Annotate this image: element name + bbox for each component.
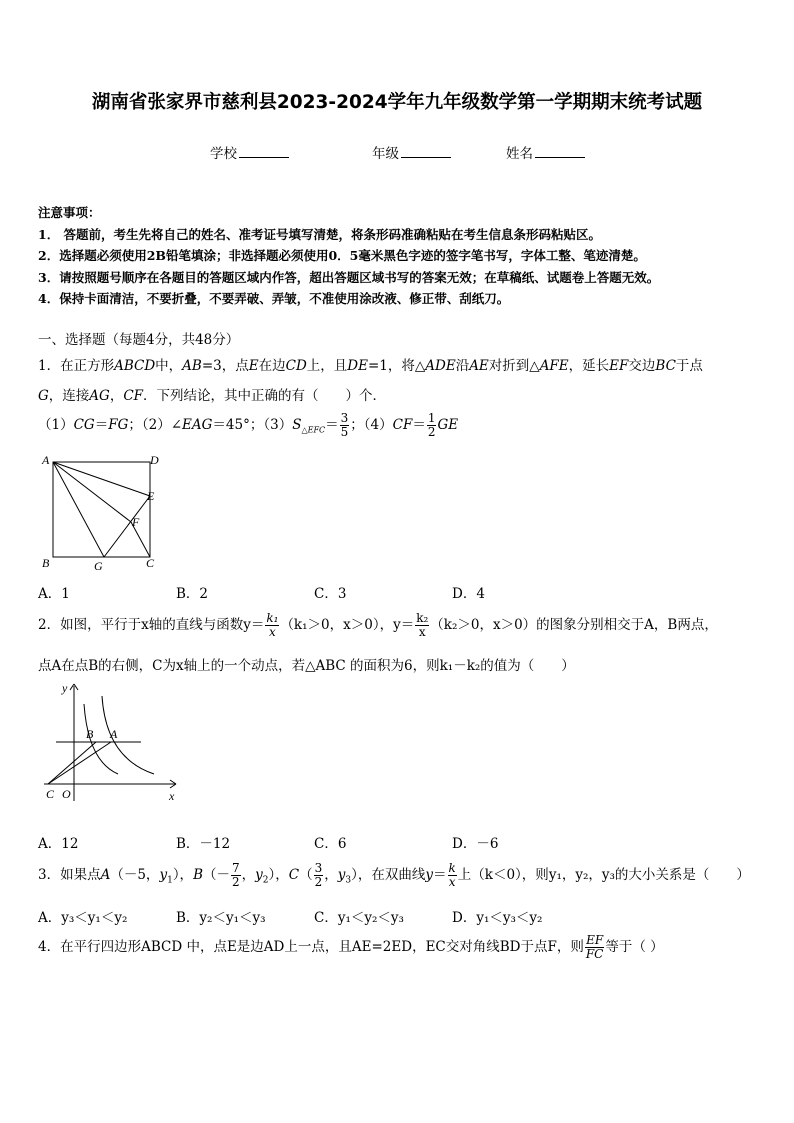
label-D: D	[150, 453, 159, 467]
fraction: $\frac{\text{k₁}}{x}$	[266, 611, 279, 639]
label-B: B	[42, 556, 50, 570]
q1-option-b[interactable]: B．2	[176, 586, 209, 602]
label-O: O	[62, 787, 71, 801]
q2-option-a[interactable]: A．12	[38, 836, 79, 852]
fraction: $\frac{1}{2}$	[427, 411, 436, 439]
q1-square-figure	[36, 450, 166, 575]
notice-heading: 注意事项：	[38, 205, 101, 220]
school-label: 学校	[210, 146, 237, 162]
q2-graph-figure	[36, 676, 186, 811]
q2-option-d[interactable]: D．－6	[452, 836, 499, 852]
label-y: y	[62, 681, 68, 695]
notice-item: 3．请按照题号顺序在各题目的答题区域内作答，超出答题区域书写的答案无效；在草稿纸、试题卷上答题无效。	[38, 269, 660, 285]
q3-text: 3．如果点A（－5，$y_1$），B（－ $\frac{7}{2}$ ，$y_2$），C（ $\frac{3}{2}$ ，$y_3$），在双曲线y＝ $\frac{k}{x}$ 上（k＜0），则y₁，y₂，y₃的大小关系是（ ）	[38, 861, 750, 889]
notice-item: 2．选择题必须使用2B铅笔填涂；非选择题必须使用0．5毫米黑色字迹的签字笔书写，字体工整、笔迹清楚。	[38, 248, 646, 263]
q1-option-d[interactable]: D．4	[452, 586, 485, 602]
q3-option-b[interactable]: B．y₂＜y₁＜y₃	[176, 910, 266, 926]
q2-option-c[interactable]: C．6	[314, 836, 347, 852]
notice-item: 1． 答题前，考生先将自己的姓名、准考证号填写清楚，将条形码准确粘贴在考生信息条形码粘贴区。	[38, 226, 602, 242]
q1-text-line2: G，连接AG，CF．下列结论，其中正确的有（ ）个．	[38, 388, 387, 404]
label-C: C	[146, 556, 155, 570]
section-heading: 一、选择题（每题4分，共48分）	[38, 332, 240, 348]
fraction: $\frac{3}{5}$	[340, 411, 349, 439]
label-B: B	[86, 727, 94, 741]
q3-option-d[interactable]: D．y₁＜y₃＜y₂	[452, 910, 543, 926]
name-blank[interactable]	[535, 144, 585, 158]
grade-blank[interactable]	[401, 144, 451, 158]
label-E: E	[147, 489, 155, 503]
fraction: $\frac{k}{x}$	[448, 861, 456, 889]
grade-label: 年级	[372, 146, 399, 162]
fraction: $\frac{7}{2}$	[231, 861, 240, 889]
name-field[interactable]	[506, 142, 585, 162]
fraction: $\frac{EF}{FC}$	[585, 933, 604, 961]
grade-field[interactable]	[372, 142, 451, 162]
q1-option-a[interactable]: A．1	[38, 586, 70, 602]
q1-statements: （1）CG＝FG；（2）∠EAG＝45°；$(3)S_{\triangle EFC}=$ $\frac{3}{5}$ ；（4）CF＝ $\frac{1}{2}$ GE	[38, 411, 459, 439]
name-label: 姓名	[506, 146, 533, 162]
school-field[interactable]	[210, 142, 289, 162]
q1-text-line1: 1．在正方形ABCD中，AB=3，点E在边CD上，且DE=1，将△ADE沿AE对折到△AFE，延长EF交边BC于点	[38, 358, 703, 374]
q3-option-a[interactable]: A．y₃＜y₁＜y₂	[38, 910, 128, 926]
label-C: C	[46, 787, 55, 801]
label-G: G	[94, 559, 103, 573]
fraction: $\frac{3}{2}$	[314, 861, 323, 889]
label-A: A	[42, 453, 50, 467]
page-title: 湖南省张家界市慈利县2023-2024学年九年级数学第一学期期末统考试题	[91, 92, 703, 113]
q1-option-c[interactable]: C．3	[314, 586, 347, 602]
label-x: x	[169, 789, 175, 803]
label-F: F	[132, 515, 140, 529]
q4-text: 4．在平行四边形ABCD 中，点E是边AD上一点，且AE=2ED，EC交对角线BD于点F，则 $\frac{EF}{FC}$ 等于（ ）	[38, 933, 664, 961]
notice-section	[38, 202, 659, 310]
school-blank[interactable]	[239, 144, 289, 158]
label-A: A	[110, 727, 118, 741]
q2-option-b[interactable]: B．－12	[176, 836, 231, 852]
fraction: $\frac{\text{k₂}}{x}$	[416, 611, 429, 639]
q2-text-line1: 2．如图，平行于x轴的直线与函数y＝ $\frac{\text{k₁}}{x}$ （k₁＞0，x＞0），y＝ $\frac{\text{k₂}}{x}$ （k₂＞0，x＞0）的图象分别相交于A，B两点，	[38, 611, 718, 639]
notice-item: 4．保持卡面清洁，不要折叠，不要弄破、弄皱，不准使用涂改液、修正带、刮纸刀。	[38, 291, 510, 306]
q2-text-line2: 点A在点B的右侧，C为x轴上的一个动点，若△ABC 的面积为6，则k₁－k₂的值为（ ）	[38, 658, 575, 674]
q3-option-c[interactable]: C．y₁＜y₂＜y₃	[314, 910, 404, 926]
